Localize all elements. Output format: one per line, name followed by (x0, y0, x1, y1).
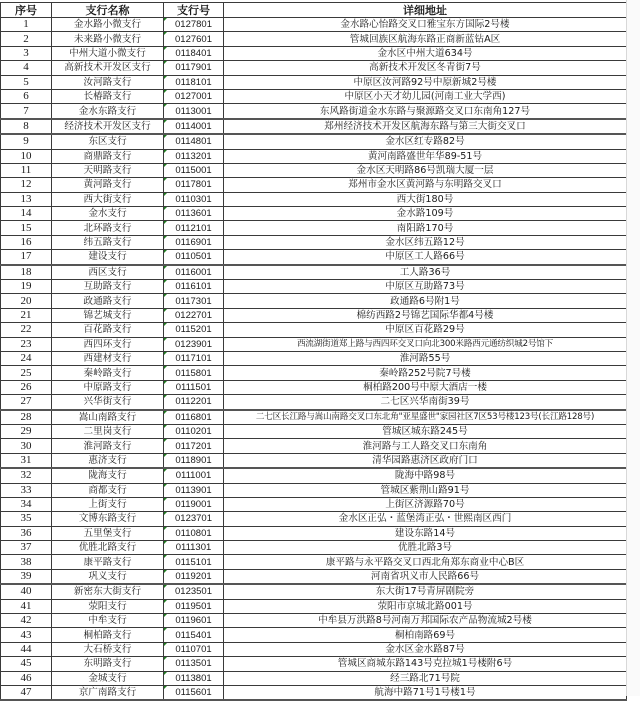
table-row (1, 410, 627, 425)
branch-code-cell[interactable]: 0114801 (164, 134, 224, 149)
serial-number-cell[interactable]: 27 (1, 395, 52, 410)
serial-number-cell[interactable]: 12 (1, 178, 52, 192)
address-cell[interactable]: 中原区汝河路92号中原新城2号楼 (224, 75, 627, 89)
serial-number-cell[interactable]: 13 (1, 192, 52, 206)
serial-number-cell[interactable]: 2 (1, 32, 52, 46)
address-cell[interactable]: 中牟县万洪路8号河南万邦国际农产品物流城2号楼 (224, 614, 627, 628)
serial-number-cell[interactable]: 20 (1, 294, 52, 308)
serial-number-cell[interactable]: 37 (1, 541, 52, 555)
branch-name-cell[interactable]: 北环路支行 (52, 221, 164, 235)
branch-code-cell[interactable]: 0113501 (164, 657, 224, 671)
address-cell[interactable]: 政通路6号附1号 (224, 294, 627, 308)
table-row (1, 89, 627, 103)
address-cell[interactable]: 工人路36号 (224, 265, 627, 280)
address-cell[interactable]: 金水区金水路87号 (224, 642, 627, 656)
table-row (1, 685, 627, 700)
serial-number-cell[interactable]: 23 (1, 337, 52, 351)
branch-table (0, 2, 627, 701)
branch-code-cell[interactable]: 0116101 (164, 280, 224, 294)
address-cell[interactable]: 金水区天明路86号凯瑞大厦一层 (224, 163, 627, 177)
serial-number-cell[interactable]: 36 (1, 526, 52, 540)
table-row (1, 119, 627, 134)
address-cell[interactable]: 清华园路惠济区政府门口 (224, 453, 627, 468)
table-row (1, 149, 627, 163)
table-row (1, 18, 627, 32)
table-row (1, 497, 627, 511)
table-row (1, 178, 627, 192)
branch-name-cell[interactable]: 惠济支行 (52, 453, 164, 468)
branch-code-cell[interactable]: 0113801 (164, 671, 224, 685)
branch-name-cell[interactable]: 互助路支行 (52, 280, 164, 294)
branch-name-cell[interactable]: 大石桥支行 (52, 642, 164, 656)
serial-number-cell[interactable]: 15 (1, 221, 52, 235)
table-row (1, 569, 627, 584)
branch-name-cell[interactable]: 优胜北路支行 (52, 541, 164, 555)
address-cell[interactable]: 东风路街道金水东路与聚源路交叉口东南角127号 (224, 104, 627, 119)
branch-name-cell[interactable]: 长椿路支行 (52, 89, 164, 103)
serial-number-cell[interactable]: 30 (1, 439, 52, 453)
address-cell[interactable]: 中原区互助路73号 (224, 280, 627, 294)
serial-number-cell[interactable]: 47 (1, 685, 52, 700)
address-cell[interactable]: 金水路心怡路交叉口雅宝东方国际2号楼 (224, 18, 627, 32)
address-cell[interactable]: 黄河南路盛世年华89-51号 (224, 149, 627, 163)
branch-code-cell[interactable]: 0115401 (164, 628, 224, 642)
address-cell[interactable]: 管城区商城东路143号克拉城1号楼附6号 (224, 657, 627, 671)
address-cell[interactable]: 西流湖街道郑上路与西四环交叉口向北300米路西元通纺织城2号馆下 (224, 337, 627, 351)
table-row (1, 308, 627, 322)
branch-name-cell[interactable]: 中州大道小微支行 (52, 46, 164, 60)
serial-number-cell[interactable]: 38 (1, 555, 52, 569)
serial-number-cell[interactable]: 28 (1, 410, 52, 425)
branch-name-cell[interactable]: 西四环支行 (52, 337, 164, 351)
branch-code-cell[interactable]: 0113601 (164, 207, 224, 221)
table-row (1, 323, 627, 337)
serial-number-cell[interactable]: 7 (1, 104, 52, 119)
address-cell[interactable]: 上街区济源路70号 (224, 497, 627, 511)
address-cell[interactable]: 南阳路170号 (224, 221, 627, 235)
serial-number-cell[interactable]: 45 (1, 657, 52, 671)
branch-name-cell[interactable]: 中牟支行 (52, 614, 164, 628)
branch-code-cell[interactable]: 0113201 (164, 149, 224, 163)
table-row (1, 483, 627, 497)
address-cell[interactable]: 金水区中州大道634号 (224, 46, 627, 60)
sheet-right-edge (626, 0, 640, 696)
branch-code-cell[interactable]: 0119201 (164, 569, 224, 584)
branch-name-cell[interactable]: 锦艺城支行 (52, 308, 164, 322)
table-row (1, 555, 627, 569)
serial-number-cell[interactable]: 43 (1, 628, 52, 642)
table-row (1, 265, 627, 280)
branch-code-cell[interactable]: 0117201 (164, 439, 224, 453)
table-row (1, 75, 627, 89)
address-cell[interactable]: 秦岭路252号院7号楼 (224, 366, 627, 380)
branch-code-cell[interactable]: 0119001 (164, 497, 224, 511)
address-cell[interactable]: 金水区正弘・蓝堡湾正弘・世熙南区西门 (224, 512, 627, 526)
branch-code-cell[interactable]: 0110301 (164, 192, 224, 206)
address-cell[interactable]: 郑州经济技术开发区航海东路与第三大街交叉口 (224, 119, 627, 134)
serial-number-cell[interactable]: 16 (1, 235, 52, 249)
branch-name-cell[interactable]: 金水支行 (52, 207, 164, 221)
branch-name-cell[interactable]: 五里堡支行 (52, 526, 164, 540)
table-row (1, 104, 627, 119)
serial-number-cell[interactable]: 21 (1, 308, 52, 322)
serial-number-cell[interactable]: 32 (1, 468, 52, 483)
table-row (1, 280, 627, 294)
branch-name-cell[interactable]: 建设支行 (52, 250, 164, 265)
branch-code-cell[interactable]: 0123901 (164, 337, 224, 351)
branch-code-cell[interactable]: 0111001 (164, 468, 224, 483)
branch-code-cell[interactable]: 0111501 (164, 380, 224, 394)
serial-number-cell[interactable]: 22 (1, 323, 52, 337)
table-row (1, 207, 627, 221)
branch-code-cell[interactable]: 0113901 (164, 483, 224, 497)
branch-code-cell[interactable]: 0123501 (164, 584, 224, 599)
table-row (1, 380, 627, 394)
table-row (1, 134, 627, 149)
branch-name-cell[interactable]: 文博东路支行 (52, 512, 164, 526)
serial-number-cell[interactable]: 17 (1, 250, 52, 265)
serial-number-cell[interactable]: 10 (1, 149, 52, 163)
header-branch-name[interactable]: 支行名称 (52, 3, 164, 18)
branch-name-cell[interactable]: 西大街支行 (52, 192, 164, 206)
branch-code-cell[interactable]: 0127601 (164, 32, 224, 46)
branch-code-cell[interactable]: 0119501 (164, 599, 224, 613)
address-cell[interactable]: 中原区小天才幼儿园(河南工业大学西) (224, 89, 627, 103)
serial-number-cell[interactable]: 11 (1, 163, 52, 177)
table-row (1, 541, 627, 555)
header-row (1, 3, 627, 18)
branch-name-cell[interactable]: 兴华街支行 (52, 395, 164, 410)
serial-number-cell[interactable]: 18 (1, 265, 52, 280)
branch-code-cell[interactable]: 0117101 (164, 351, 224, 365)
address-cell[interactable]: 建设东路14号 (224, 526, 627, 540)
serial-number-cell[interactable]: 46 (1, 671, 52, 685)
table-row (1, 628, 627, 642)
table-row (1, 192, 627, 206)
branch-name-cell[interactable]: 百花路支行 (52, 323, 164, 337)
branch-name-cell[interactable]: 上街支行 (52, 497, 164, 511)
branch-code-cell[interactable]: 0116001 (164, 265, 224, 280)
branch-name-cell[interactable]: 新密东大街支行 (52, 584, 164, 599)
table-row (1, 614, 627, 628)
branch-name-cell[interactable]: 商鼎路支行 (52, 149, 164, 163)
serial-number-cell[interactable]: 24 (1, 351, 52, 365)
address-cell[interactable]: 西大街180号 (224, 192, 627, 206)
branch-code-cell[interactable]: 0127001 (164, 89, 224, 103)
branch-code-cell[interactable]: 0122701 (164, 308, 224, 322)
address-cell[interactable]: 优胜北路3号 (224, 541, 627, 555)
branch-name-cell[interactable]: 桐柏路支行 (52, 628, 164, 642)
table-row (1, 599, 627, 613)
branch-name-cell[interactable]: 东明路支行 (52, 657, 164, 671)
address-cell[interactable]: 荥阳市京城北路001号 (224, 599, 627, 613)
table-row (1, 235, 627, 249)
branch-name-cell[interactable]: 金水路小微支行 (52, 18, 164, 32)
branch-code-cell[interactable]: 0111301 (164, 541, 224, 555)
address-cell[interactable]: 东大街17号青屏剧院旁 (224, 584, 627, 599)
serial-number-cell[interactable]: 14 (1, 207, 52, 221)
serial-number-cell[interactable]: 40 (1, 584, 52, 599)
address-cell[interactable]: 中原区工人路66号 (224, 250, 627, 265)
branch-code-cell[interactable]: 0117901 (164, 61, 224, 75)
table-row (1, 337, 627, 351)
branch-code-cell[interactable]: 0127801 (164, 18, 224, 32)
branch-name-cell[interactable]: 商都支行 (52, 483, 164, 497)
branch-name-cell[interactable]: 中原路支行 (52, 380, 164, 394)
table-row (1, 250, 627, 265)
branch-name-cell[interactable]: 高新技术开发区支行 (52, 61, 164, 75)
branch-table-body (1, 18, 627, 701)
serial-number-cell[interactable]: 3 (1, 46, 52, 60)
serial-number-cell[interactable]: 39 (1, 569, 52, 584)
branch-code-cell[interactable]: 0118101 (164, 75, 224, 89)
table-row (1, 657, 627, 671)
table-row (1, 294, 627, 308)
table-row (1, 163, 627, 177)
serial-number-cell[interactable]: 35 (1, 512, 52, 526)
address-cell[interactable]: 管城回族区航海东路正商新蓝钻A区 (224, 32, 627, 46)
table-row (1, 526, 627, 540)
table-row (1, 221, 627, 235)
serial-number-cell[interactable]: 26 (1, 380, 52, 394)
address-cell[interactable]: 淮河路55号 (224, 351, 627, 365)
table-row (1, 351, 627, 365)
serial-number-cell[interactable]: 33 (1, 483, 52, 497)
serial-number-cell[interactable]: 8 (1, 119, 52, 134)
branch-name-cell[interactable]: 汝河路支行 (52, 75, 164, 89)
address-cell[interactable]: 金水区红专路82号 (224, 134, 627, 149)
address-cell[interactable]: 二七区长江路与嵩山南路交叉口东北角"亚星盛世"家园社区7区53号楼123号(长江路128号) (224, 410, 627, 425)
branch-name-cell[interactable]: 未来路小微支行 (52, 32, 164, 46)
serial-number-cell[interactable]: 19 (1, 280, 52, 294)
serial-number-cell[interactable]: 25 (1, 366, 52, 380)
address-cell[interactable]: 金水路109号 (224, 207, 627, 221)
branch-code-cell[interactable]: 0110201 (164, 424, 224, 438)
branch-code-cell[interactable]: 0112201 (164, 395, 224, 410)
table-row (1, 453, 627, 468)
address-cell[interactable]: 淮河路与工人路交叉口东南角 (224, 439, 627, 453)
address-cell[interactable]: 桐柏路200号中原大酒店一楼 (224, 380, 627, 394)
table-row (1, 46, 627, 60)
branch-code-cell[interactable]: 0118401 (164, 46, 224, 60)
branch-code-cell[interactable]: 0110501 (164, 250, 224, 265)
branch-code-cell[interactable]: 0110701 (164, 642, 224, 656)
address-cell[interactable]: 金水区纬五路12号 (224, 235, 627, 249)
branch-code-cell[interactable]: 0116801 (164, 410, 224, 425)
table-row (1, 512, 627, 526)
branch-name-cell[interactable]: 西区支行 (52, 265, 164, 280)
table-row (1, 468, 627, 483)
branch-name-cell[interactable]: 东区支行 (52, 134, 164, 149)
table-row (1, 642, 627, 656)
address-cell[interactable]: 陇海中路98号 (224, 468, 627, 483)
table-row (1, 366, 627, 380)
branch-code-cell[interactable]: 0110801 (164, 526, 224, 540)
header-branch-code[interactable]: 支行号 (164, 3, 224, 18)
table-row (1, 671, 627, 685)
branch-name-cell[interactable]: 陇海支行 (52, 468, 164, 483)
header-address[interactable]: 详细地址 (224, 3, 627, 18)
branch-name-cell[interactable]: 政通路支行 (52, 294, 164, 308)
branch-code-cell[interactable]: 0117801 (164, 178, 224, 192)
address-cell[interactable]: 高新技术开发区冬青街7号 (224, 61, 627, 75)
table-row (1, 61, 627, 75)
branch-name-cell[interactable]: 秦岭路支行 (52, 366, 164, 380)
branch-name-cell[interactable]: 嵩山南路支行 (52, 410, 164, 425)
table-row (1, 32, 627, 46)
branch-code-cell[interactable]: 0118901 (164, 453, 224, 468)
branch-name-cell[interactable]: 二里岗支行 (52, 424, 164, 438)
table-row (1, 584, 627, 599)
address-cell[interactable]: 康平路与永平路交叉口西北角郑东商业中心B区 (224, 555, 627, 569)
address-cell[interactable]: 二七区兴华南街39号 (224, 395, 627, 410)
branch-name-cell[interactable]: 康平路支行 (52, 555, 164, 569)
address-cell[interactable]: 郑州市金水区黄河路与东明路交叉口 (224, 178, 627, 192)
serial-number-cell[interactable]: 6 (1, 89, 52, 103)
serial-number-cell[interactable]: 4 (1, 61, 52, 75)
serial-number-cell[interactable]: 44 (1, 642, 52, 656)
branch-code-cell[interactable]: 0116901 (164, 235, 224, 249)
branch-name-cell[interactable]: 金水东路支行 (52, 104, 164, 119)
branch-name-cell[interactable]: 荥阳支行 (52, 599, 164, 613)
branch-name-cell[interactable]: 天明路支行 (52, 163, 164, 177)
branch-code-cell[interactable]: 0115801 (164, 366, 224, 380)
serial-number-cell[interactable]: 5 (1, 75, 52, 89)
address-cell[interactable]: 经三路北71号院 (224, 671, 627, 685)
branch-name-cell[interactable]: 巩义支行 (52, 569, 164, 584)
branch-code-cell[interactable]: 0115601 (164, 685, 224, 700)
address-cell[interactable]: 中原区百花路29号 (224, 323, 627, 337)
branch-code-cell[interactable]: 0112101 (164, 221, 224, 235)
serial-number-cell[interactable]: 41 (1, 599, 52, 613)
branch-name-cell[interactable]: 黄河路支行 (52, 178, 164, 192)
branch-code-cell[interactable]: 0115001 (164, 163, 224, 177)
address-cell[interactable]: 棉纺西路2号锦艺国际华都4号楼 (224, 308, 627, 322)
branch-name-cell[interactable]: 纬五路支行 (52, 235, 164, 249)
branch-name-cell[interactable]: 京广南路支行 (52, 685, 164, 700)
branch-code-cell[interactable]: 0114001 (164, 119, 224, 134)
address-cell[interactable]: 管城区紫荆山路91号 (224, 483, 627, 497)
branch-name-cell[interactable]: 金城支行 (52, 671, 164, 685)
branch-code-cell[interactable]: 0123701 (164, 512, 224, 526)
serial-number-cell[interactable]: 42 (1, 614, 52, 628)
header-serial-number[interactable]: 序号 (1, 3, 52, 18)
address-cell[interactable]: 航海中路71号1号楼1号 (224, 685, 627, 700)
branch-code-cell[interactable]: 0115201 (164, 323, 224, 337)
branch-code-cell[interactable]: 0117301 (164, 294, 224, 308)
serial-number-cell[interactable]: 1 (1, 18, 52, 32)
branch-name-cell[interactable]: 西建材支行 (52, 351, 164, 365)
serial-number-cell[interactable]: 31 (1, 453, 52, 468)
table-row (1, 439, 627, 453)
branch-name-cell[interactable]: 淮河路支行 (52, 439, 164, 453)
address-cell[interactable]: 管城区城东路245号 (224, 424, 627, 438)
branch-code-cell[interactable]: 0119601 (164, 614, 224, 628)
branch-code-cell[interactable]: 0113001 (164, 104, 224, 119)
table-row (1, 424, 627, 438)
table-row (1, 395, 627, 410)
branch-code-cell[interactable]: 0115101 (164, 555, 224, 569)
address-cell[interactable]: 河南省巩义市人民路66号 (224, 569, 627, 584)
branch-name-cell[interactable]: 经济技术开发区支行 (52, 119, 164, 134)
serial-number-cell[interactable]: 9 (1, 134, 52, 149)
address-cell[interactable]: 桐柏南路69号 (224, 628, 627, 642)
serial-number-cell[interactable]: 29 (1, 424, 52, 438)
serial-number-cell[interactable]: 34 (1, 497, 52, 511)
